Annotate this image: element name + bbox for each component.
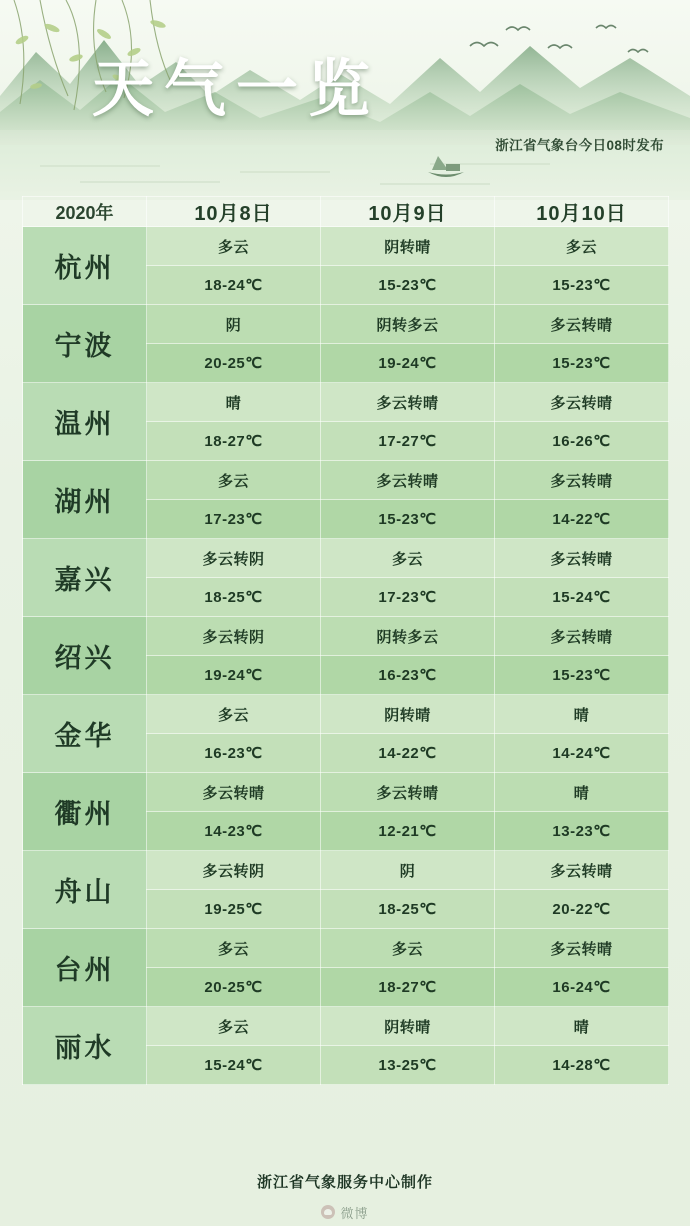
- table-row: [23, 383, 669, 422]
- title-block: [0, 50, 690, 170]
- page-title: 天气一览: [92, 52, 381, 125]
- condition-cell: 多云转阴: [147, 539, 321, 578]
- condition-cell: 多云转晴: [495, 851, 669, 890]
- temperature-cell: 18-27℃: [147, 422, 321, 461]
- table-row: [23, 773, 669, 812]
- city-name: 温州: [23, 383, 147, 461]
- temperature-cell: 18-24℃: [147, 266, 321, 305]
- temperature-cell: 15-24℃: [495, 578, 669, 617]
- temperature-cell: 16-26℃: [495, 422, 669, 461]
- condition-cell: 多云转晴: [147, 773, 321, 812]
- city-name: 台州: [23, 929, 147, 1007]
- table-row: [23, 851, 669, 890]
- city-name: 丽水: [23, 1007, 147, 1085]
- weibo-logo-icon: [321, 1205, 335, 1219]
- condition-cell: 晴: [495, 773, 669, 812]
- temperature-cell: 17-27℃: [321, 422, 495, 461]
- temperature-cell: 14-23℃: [147, 812, 321, 851]
- table-row: [23, 695, 669, 734]
- temperature-cell: 20-22℃: [495, 890, 669, 929]
- temperature-cell: 17-23℃: [321, 578, 495, 617]
- condition-cell: 多云转晴: [495, 461, 669, 500]
- condition-cell: 多云转晴: [495, 305, 669, 344]
- temperature-cell: 15-23℃: [495, 344, 669, 383]
- weather-table: [22, 196, 669, 1085]
- temperature-cell: 14-24℃: [495, 734, 669, 773]
- column-header-day-3: 10月10日: [495, 197, 669, 227]
- condition-cell: 晴: [495, 695, 669, 734]
- condition-cell: 多云转晴: [495, 929, 669, 968]
- table-row: [23, 1007, 669, 1046]
- condition-cell: 阴转晴: [321, 227, 495, 266]
- watermark-label: 微博: [340, 1205, 369, 1221]
- temperature-cell: 14-22℃: [495, 500, 669, 539]
- city-name: 嘉兴: [23, 539, 147, 617]
- temperature-cell: 13-25℃: [321, 1046, 495, 1085]
- condition-cell: 阴转多云: [321, 305, 495, 344]
- table-row: [23, 227, 669, 266]
- temperature-cell: 18-25℃: [321, 890, 495, 929]
- column-header-day-1: 10月8日: [147, 197, 321, 227]
- temperature-cell: 12-21℃: [321, 812, 495, 851]
- condition-cell: 阴转晴: [321, 695, 495, 734]
- condition-cell: 多云: [147, 1007, 321, 1046]
- condition-cell: 多云转阴: [147, 851, 321, 890]
- city-name: 杭州: [23, 227, 147, 305]
- temperature-cell: 16-23℃: [147, 734, 321, 773]
- condition-cell: 多云转晴: [495, 617, 669, 656]
- table-row: [23, 929, 669, 968]
- table-row: [23, 461, 669, 500]
- table-row: [23, 617, 669, 656]
- condition-cell: 多云: [495, 227, 669, 266]
- table-header-row: [23, 197, 669, 227]
- column-header-day-2: 10月9日: [321, 197, 495, 227]
- condition-cell: 多云转晴: [321, 461, 495, 500]
- table-row: [23, 305, 669, 344]
- city-name: 宁波: [23, 305, 147, 383]
- temperature-cell: 14-28℃: [495, 1046, 669, 1085]
- condition-cell: 晴: [147, 383, 321, 422]
- temperature-cell: 16-23℃: [321, 656, 495, 695]
- condition-cell: 多云转晴: [495, 539, 669, 578]
- condition-cell: 晴: [495, 1007, 669, 1046]
- temperature-cell: 15-23℃: [495, 656, 669, 695]
- condition-cell: 多云: [321, 539, 495, 578]
- watermark: [0, 1203, 690, 1223]
- city-name: 舟山: [23, 851, 147, 929]
- temperature-cell: 13-23℃: [495, 812, 669, 851]
- temperature-cell: 20-25℃: [147, 344, 321, 383]
- condition-cell: 多云转晴: [495, 383, 669, 422]
- condition-cell: 多云转晴: [321, 773, 495, 812]
- temperature-cell: 18-27℃: [321, 968, 495, 1007]
- temperature-cell: 15-24℃: [147, 1046, 321, 1085]
- city-name: 衢州: [23, 773, 147, 851]
- temperature-cell: 17-23℃: [147, 500, 321, 539]
- temperature-cell: 15-23℃: [495, 266, 669, 305]
- city-name: 湖州: [23, 461, 147, 539]
- table-row: [23, 539, 669, 578]
- temperature-cell: 19-25℃: [147, 890, 321, 929]
- temperature-cell: 19-24℃: [147, 656, 321, 695]
- condition-cell: 多云: [321, 929, 495, 968]
- temperature-cell: 15-23℃: [321, 500, 495, 539]
- temperature-cell: 15-23℃: [321, 266, 495, 305]
- weather-table-wrap: [22, 196, 668, 1085]
- temperature-cell: 19-24℃: [321, 344, 495, 383]
- issue-note: 浙江省气象台今日08时发布: [495, 138, 664, 153]
- condition-cell: 多云: [147, 227, 321, 266]
- condition-cell: 多云转阴: [147, 617, 321, 656]
- condition-cell: 阴转多云: [321, 617, 495, 656]
- temperature-cell: 16-24℃: [495, 968, 669, 1007]
- city-name: 金华: [23, 695, 147, 773]
- temperature-cell: 18-25℃: [147, 578, 321, 617]
- year-label: 2020年: [23, 197, 147, 227]
- condition-cell: 阴: [147, 305, 321, 344]
- condition-cell: 多云: [147, 461, 321, 500]
- temperature-cell: 20-25℃: [147, 968, 321, 1007]
- condition-cell: 阴: [321, 851, 495, 890]
- condition-cell: 多云转晴: [321, 383, 495, 422]
- condition-cell: 多云: [147, 929, 321, 968]
- temperature-cell: 14-22℃: [321, 734, 495, 773]
- footer-credit: 浙江省气象服务中心制作: [256, 1174, 433, 1191]
- city-name: 绍兴: [23, 617, 147, 695]
- condition-cell: 阴转晴: [321, 1007, 495, 1046]
- condition-cell: 多云: [147, 695, 321, 734]
